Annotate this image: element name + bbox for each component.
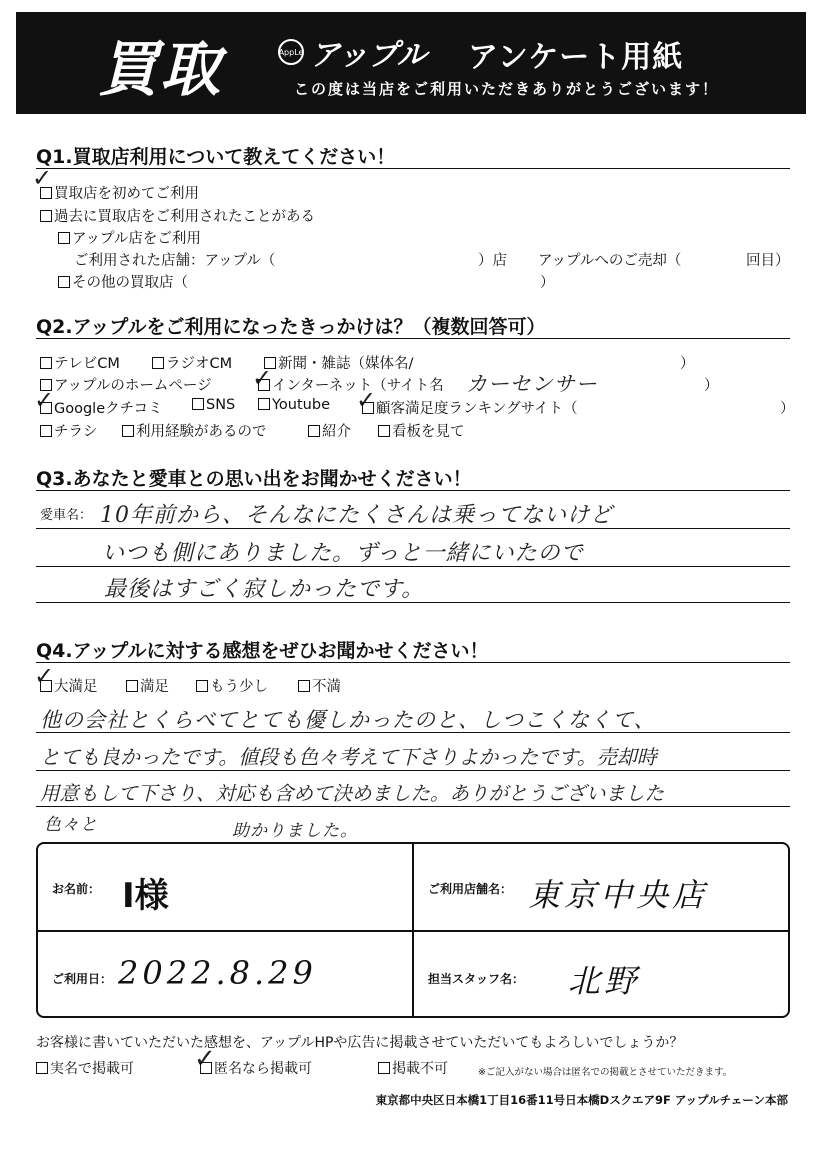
checkbox-icon[interactable] — [40, 425, 52, 437]
check-mark-icon: ✓ — [252, 364, 273, 392]
q3-car-name-label: 愛車名： — [40, 508, 93, 523]
date-label: ご利用日： — [52, 972, 113, 986]
info-divider-horizontal — [38, 930, 788, 932]
q3-answer-line-3[interactable]: 最後はすごく寂しかったです。 — [104, 577, 425, 602]
checkbox-icon[interactable] — [258, 379, 270, 391]
q2-option-google[interactable]: Googleクチコミ — [40, 397, 163, 418]
q2-option-internet[interactable]: インターネット（サイト名 — [258, 374, 444, 395]
q2-option-homepage[interactable]: アップルのホームページ — [40, 374, 212, 395]
q2-option-referral[interactable]: 紹介 — [308, 420, 351, 441]
check-mark-icon: ✓ — [34, 662, 55, 690]
q2-option-experience[interactable]: 利用経験があるので — [122, 420, 267, 441]
checkbox-icon[interactable] — [152, 357, 164, 369]
q4-option-little-more[interactable]: もう少し — [196, 675, 268, 696]
q4-writing-line — [36, 732, 790, 733]
apple-logo-icon: AppLe — [278, 39, 304, 65]
form-subtitle: この度は当店をご利用いただきありがとうございます！ — [294, 80, 720, 98]
checkbox-icon[interactable] — [192, 398, 204, 410]
q2-internet-suffix: ） — [704, 378, 719, 394]
checkbox-icon[interactable] — [126, 680, 138, 692]
consent-question: お客様に書いていただいた感想を、アップルHPや広告に掲載させていただいてもよろしいでしょうか？ — [36, 1035, 684, 1051]
checkbox-icon[interactable] — [40, 402, 52, 414]
q4-writing-line — [36, 770, 790, 771]
q1-store-used-label: ご利用された店舗：アップル（ — [74, 253, 276, 269]
consent-option-anonymous[interactable]: 匿名なら掲載可 — [200, 1058, 312, 1078]
q4-rule — [36, 662, 790, 663]
consent-option-real-name[interactable]: 実名で掲載可 — [36, 1058, 134, 1078]
header-banner — [16, 12, 806, 114]
consent-note: ※ご記入がない場合は匿名での掲載とさせていただきます。 — [478, 1067, 733, 1078]
footer-address: 東京都中央区日本橋1丁目16番11号日本橋Dスクエア9F アップルチェーン本部 — [375, 1093, 788, 1107]
q4-note-mid: 助かりました。 — [232, 821, 358, 841]
staff-label: 担当スタッフ名： — [428, 972, 525, 986]
q2-option-flyer[interactable]: チラシ — [40, 420, 98, 441]
q4-option-dissatisfied[interactable]: 不満 — [298, 675, 341, 696]
q3-rule — [36, 490, 790, 491]
q2-rule — [36, 338, 790, 339]
q2-option-radiocm[interactable]: ラジオCM — [152, 352, 232, 373]
checkbox-icon[interactable] — [378, 1062, 390, 1074]
q2-option-youtube[interactable]: Youtube — [258, 397, 330, 413]
brand-name: アップル — [310, 38, 427, 73]
checkbox-icon[interactable] — [40, 210, 52, 222]
customer-info-box — [36, 842, 790, 1018]
checkbox-icon[interactable] — [58, 276, 70, 288]
brand-logo — [278, 30, 427, 74]
q2-option-newspaper[interactable]: 新聞・雑誌（媒体名/ — [264, 352, 413, 373]
check-mark-icon: ✓ — [34, 386, 55, 414]
q1-option-past[interactable]: 過去に買取店をご利用されたことがある — [40, 205, 315, 226]
q4-option-very-satisfied[interactable]: 大満足 — [40, 675, 98, 696]
q1-option-other[interactable]: その他の買取店（ — [58, 271, 188, 292]
q2-option-tvcm[interactable]: テレビCM — [40, 352, 120, 373]
q2-option-sns[interactable]: SNS — [192, 397, 235, 413]
q1-store-suffix: ）店 — [478, 253, 507, 269]
check-mark-icon: ✓ — [194, 1044, 216, 1074]
q4-answer-line-3[interactable]: 用意もして下さり、対応も含めて決めました。ありがとうございました — [40, 782, 665, 805]
date-value[interactable]: 2022.8.29 — [118, 954, 317, 992]
checkbox-icon[interactable] — [200, 1062, 212, 1074]
q4-answer-line-2[interactable]: とても良かったです。値段も色々考えて下さりよかったです。売却時 — [40, 745, 657, 769]
name-label: お名前： — [52, 882, 101, 896]
checkbox-icon[interactable] — [196, 680, 208, 692]
staff-value[interactable]: 北野 — [568, 962, 641, 1000]
header-big-title: 買取 — [98, 35, 222, 105]
checkbox-icon[interactable] — [40, 357, 52, 369]
checkbox-icon[interactable] — [308, 425, 320, 437]
checkbox-icon[interactable] — [40, 680, 52, 692]
checkbox-icon[interactable] — [258, 398, 270, 410]
q3-heading: Q3.あなたと愛車との思い出をお聞かせください！ — [36, 468, 472, 490]
q1-other-suffix: ） — [540, 275, 555, 291]
q3-writing-line — [36, 602, 790, 603]
q4-writing-line — [36, 806, 790, 807]
q2-newspaper-suffix: ） — [680, 356, 695, 372]
q3-writing-line — [36, 566, 790, 567]
q1-heading: Q1.買取店利用について教えてください！ — [36, 146, 396, 168]
checkbox-icon[interactable] — [122, 425, 134, 437]
q1-option-apple[interactable]: アップル店をご利用 — [58, 227, 201, 248]
q2-option-ranking[interactable]: 顧客満足度ランキングサイト（ — [362, 397, 578, 418]
checkbox-icon[interactable] — [40, 187, 52, 199]
q2-internet-answer: カーセンサー — [466, 372, 598, 396]
q1-rule — [36, 168, 790, 169]
name-value[interactable]: I様 — [122, 876, 169, 916]
q4-option-satisfied[interactable]: 満足 — [126, 675, 169, 696]
checkbox-icon[interactable] — [378, 425, 390, 437]
q2-option-signboard[interactable]: 看板を見て — [378, 420, 465, 441]
checkbox-icon[interactable] — [362, 402, 374, 414]
store-label: ご利用店舗名： — [428, 882, 513, 896]
q1-option-first[interactable]: 買取店を初めてご利用 — [40, 182, 199, 203]
check-mark-icon: ✓ — [356, 386, 377, 414]
check-mark-icon: ✓ — [32, 164, 53, 192]
q2-heading: Q2.アップルをご利用になったきっかけは？（複数回答可） — [36, 316, 546, 338]
q1-visit-suffix: 回目） — [746, 253, 790, 269]
q4-answer-line-1[interactable]: 他の会社とくらべてとても優しかったのと、しつこくなくて、 — [40, 708, 656, 732]
q1-visit-count-label: アップルへのご売却（ — [538, 253, 682, 269]
consent-option-not-allowed[interactable]: 掲載不可 — [378, 1058, 448, 1078]
q4-heading: Q4.アップルに対する感想をぜひお聞かせください！ — [36, 640, 489, 662]
q4-note-left: 色々と — [44, 815, 98, 835]
form-title: アンケート用紙 — [468, 40, 684, 75]
checkbox-icon[interactable] — [36, 1062, 48, 1074]
store-value[interactable]: 東京中央店 — [528, 876, 709, 914]
q3-answer-line-2[interactable]: いつも側にありました。ずっと一緒にいたので — [102, 541, 584, 566]
q3-answer-line-1[interactable]: 10年前から、そんなにたくさんは乗ってないけど — [100, 503, 613, 528]
checkbox-icon[interactable] — [58, 232, 70, 244]
checkbox-icon[interactable] — [298, 680, 310, 692]
q2-ranking-suffix: ） — [780, 401, 795, 417]
q3-writing-line — [36, 528, 790, 529]
